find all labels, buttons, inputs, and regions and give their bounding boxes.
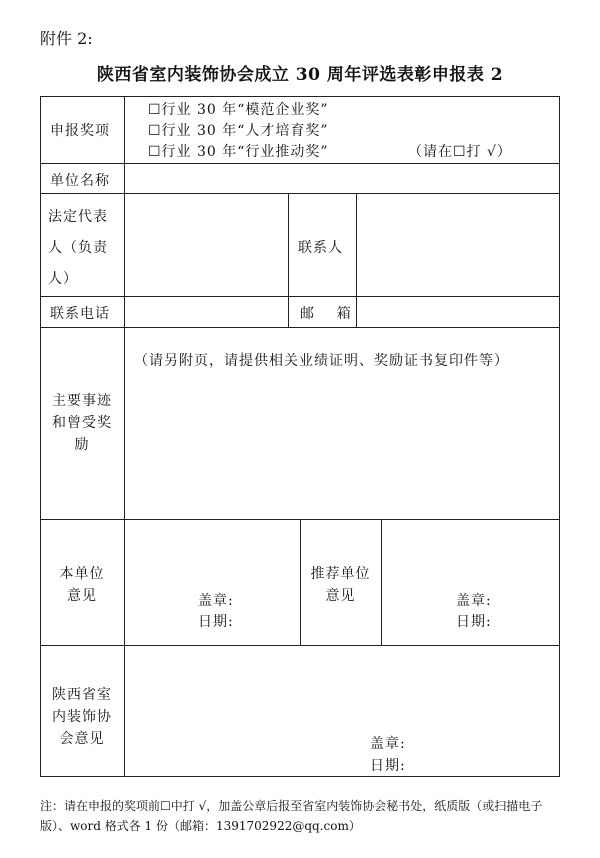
- award-hint: （请在☐打 √）: [408, 144, 512, 160]
- unit-name-label: 单位名称: [50, 173, 110, 189]
- legal-rep-label-line2: 人（负责: [48, 240, 108, 256]
- deeds-field[interactable]: [126, 372, 558, 518]
- legal-rep-field[interactable]: [126, 195, 287, 295]
- award-option-model-enterprise[interactable]: ☐行业 30 年“模范企业奖”: [148, 102, 329, 118]
- recommend-label-line1: 推荐单位: [310, 566, 371, 582]
- assoc-opinion-label-line3: 会意见: [59, 731, 105, 747]
- email-label: 邮 箱: [300, 306, 352, 322]
- assoc-opinion-label-line2: 内装饰协: [52, 709, 112, 725]
- assoc-stamp-label: 盖章:: [370, 736, 406, 752]
- assoc-date-label: 日期:: [370, 758, 406, 774]
- unit-date-label: 日期:: [198, 614, 234, 630]
- unit-name-field[interactable]: [126, 165, 558, 192]
- contact-person-label: 联系人: [298, 240, 343, 256]
- attachment-label: 附件 2:: [40, 29, 93, 48]
- award-option-talent[interactable]: ☐行业 30 年“人才培育奖”: [148, 123, 329, 139]
- deeds-label-line2: 和曾受奖: [52, 415, 112, 431]
- recommend-label-line2: 意见: [325, 588, 356, 604]
- award-option-promotion[interactable]: ☐行业 30 年“行业推动奖”: [148, 144, 329, 160]
- form-title: 陕西省室内装饰协会成立 30 周年评选表彰申报表 2: [96, 65, 504, 85]
- unit-opinion-label-line1: 本单位: [59, 566, 105, 582]
- unit-stamp-label: 盖章:: [198, 593, 234, 609]
- recommend-date-label: 日期:: [456, 614, 492, 630]
- legal-rep-label-line1: 法定代表: [48, 209, 108, 225]
- deeds-hint: （请另附页，请提供相关业绩证明、奖励证书复印件等）: [134, 353, 509, 369]
- recommend-stamp-label: 盖章:: [456, 593, 492, 609]
- phone-label: 联系电话: [50, 306, 110, 322]
- email-field[interactable]: [358, 298, 558, 326]
- assoc-opinion-label-line1: 陕西省室: [52, 687, 112, 703]
- footnote: 注：请在申报的奖项前☐中打 √，加盖公章后报至省室内装饰协会秘书处，纸质版（或扫描电子版）、word 格式各 1 份（邮箱：1391702922@qq.com）: [40, 799, 543, 833]
- contact-person-field[interactable]: [358, 195, 558, 295]
- phone-field[interactable]: [126, 298, 287, 326]
- award-label: 申报奖项: [50, 123, 110, 139]
- deeds-label-line3: 励: [74, 437, 90, 453]
- deeds-label-line1: 主要事迹: [52, 393, 112, 409]
- unit-opinion-label-line2: 意见: [67, 588, 97, 604]
- legal-rep-label-line3: 人）: [48, 271, 78, 287]
